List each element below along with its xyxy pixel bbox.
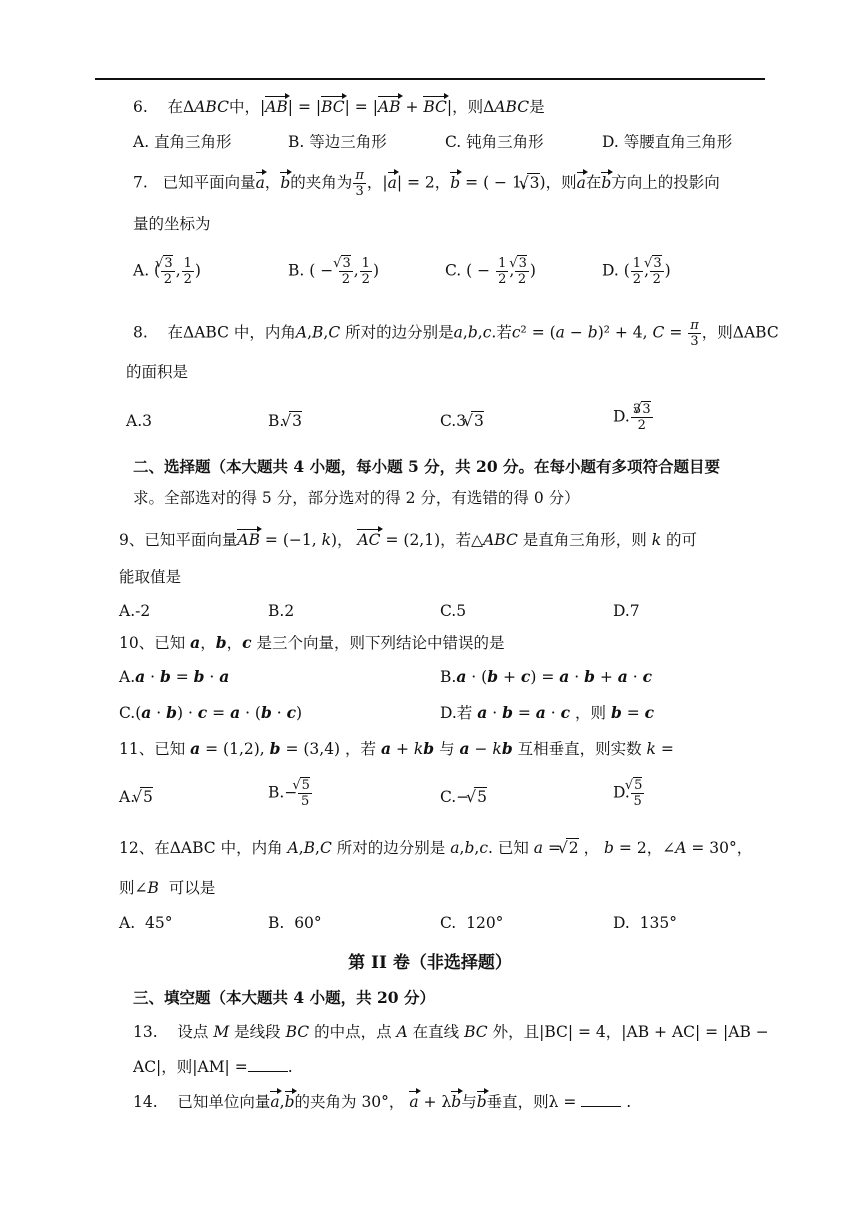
question-10-option-a: A.a · b = b · a — [119, 667, 230, 686]
question-12-option-d: D. 135° — [613, 914, 678, 932]
question-7-option-c: C. ( − $\frac{1}{2}$ , √ $\frac{3}{2}$ ) — [445, 256, 536, 287]
question-12-option-a: A. 45° — [119, 914, 173, 932]
question-10-option-d: D.若 a · b = a · c ，则 b = c — [440, 703, 655, 722]
question-11-option-c: C.− √ 5 — [440, 786, 487, 808]
question-9-option-b: B.2 — [268, 602, 295, 620]
question-6-option-a: A. 直角三角形 — [133, 133, 232, 151]
question-8-option-a: A.3 — [126, 412, 152, 430]
question-14-line-1: 14. 已知单位向量a,b的夹角为 30°， a + λb与b垂直，则λ = . — [133, 1093, 632, 1111]
question-9-option-c: C.5 — [440, 602, 467, 620]
question-11-line-1: 11、已知 a = (1,2), b = (3,4) ，若 a + kb 与 a − kb 互相垂直，则实数 k = — [119, 739, 674, 758]
question-7-option-a: A. ( √ $\frac{3}{2}$ , $\frac{1}{2}$ ) — [133, 256, 201, 287]
question-7-option-d: D. ( $\frac{1}{2}$ , √ $\frac{3}{2}$ ) — [602, 256, 671, 287]
question-9-line-2: 能取值是 — [119, 568, 182, 586]
question-7-line-2: 量的坐标为 — [133, 215, 211, 233]
question-11-option-a: A. √ 5 — [119, 786, 153, 808]
question-7-option-b: B. ( − √ $\frac{3}{2}$ , $\frac{1}{2}$ ) — [288, 256, 379, 287]
question-9-line-1: 9、已知平面向量AB = (−1, k)， AC = (2,1)，若△ABC 是直角三角形，则 k 的可 — [119, 531, 698, 549]
question-13-line-2: AC|，则|AM| = . — [133, 1058, 293, 1076]
answer-blank-14[interactable] — [581, 1092, 621, 1107]
question-12-line-1: 12、在ΔABC 中，内角 A,B,C 所对的边分别是 a,b,c. 已知 a = √ 2 ， b = 2，∠A = 30°， — [119, 837, 752, 859]
section-3-heading: 三、填空题（本大题共 4 小题，共 20 分） — [133, 988, 435, 1007]
question-12-option-c: C. 120° — [440, 914, 504, 932]
question-8-line-1: 8. 在ΔABC 中，内角A,B,C 所对的边分别是a,b,c.若c² = (a − b)² + 4, C = $\frac{\pi}{3}$ ，则ΔABC — [133, 318, 779, 349]
question-10-option-b: B.a · (b + c) = a · b + a · c — [440, 667, 653, 686]
section-2-heading-line-1: 二、选择题（本大题共 4 小题，每小题 5 分，共 20 分。在每小题有多项符合题目要 — [133, 457, 721, 476]
question-8-line-2: 的面积是 — [126, 363, 189, 381]
question-10-option-c: C.(a · b) · c = a · (b · c) — [119, 703, 303, 722]
part-2-title: 第 II 卷（非选择题） — [348, 953, 512, 973]
answer-blank-13[interactable] — [248, 1057, 288, 1072]
question-6-option-c: C. 钝角三角形 — [445, 133, 544, 151]
question-13-line-1: 13. 设点 M 是线段 BC 的中点，点 A 在直线 BC 外，且|BC| = 4，|AB + AC| = |AB − — [133, 1023, 769, 1041]
question-9-option-a: A.-2 — [119, 602, 151, 620]
question-8-option-c: C.3 √ 3 — [440, 410, 484, 432]
question-6: 6. 在ΔABC中，|AB| = |BC| = |AB + BC|，则ΔABC是 — [133, 98, 545, 116]
question-11-option-d: D. √ $\frac{5}{5}$ — [613, 778, 645, 809]
question-6-option-d: D. 等腰直角三角形 — [602, 133, 733, 151]
header-rule — [95, 78, 765, 80]
section-2-heading-line-2: 求。全部选对的得 5 分，部分选对的得 2 分，有选错的得 0 分） — [133, 489, 580, 507]
question-7-line-1: 7. 已知平面向量a，b的夹角为 $\frac{\pi}{3}$ ，|a| = 2，b = ( − 1,√ 3)，则a在b方向上的投影向 — [133, 168, 720, 199]
question-8-option-b: B. √ 3 — [268, 410, 302, 432]
question-10-line-1: 10、已知 a，b，c 是三个向量，则下列结论中错误的是 — [119, 633, 505, 652]
question-12-option-b: B. 60° — [268, 914, 322, 932]
question-9-option-d: D.7 — [613, 602, 640, 620]
question-8-option-d: D. $\frac{3√ 3}{2}$ — [613, 402, 654, 433]
question-11-option-b: B.− √ $\frac{5}{5}$ — [268, 778, 313, 809]
question-6-option-b: B. 等边三角形 — [288, 133, 387, 151]
question-12-line-2: 则∠B 可以是 — [119, 879, 216, 897]
